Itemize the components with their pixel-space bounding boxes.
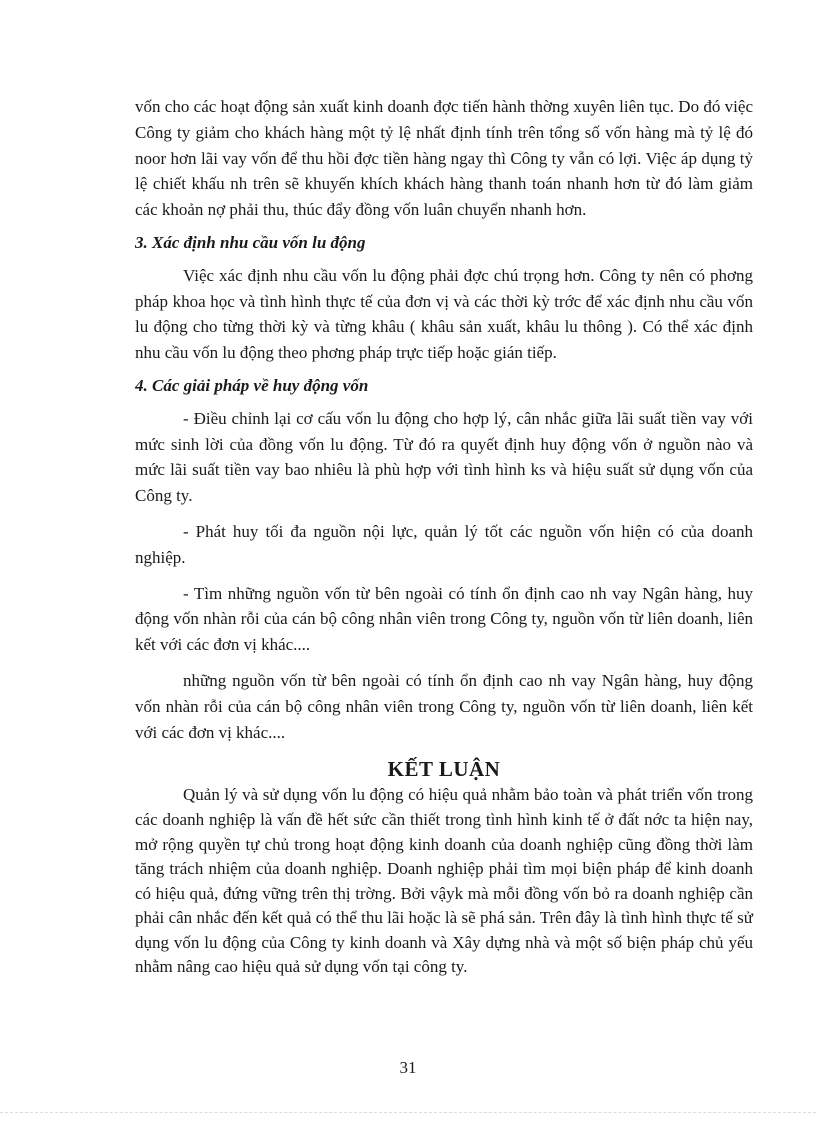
- page-content: [135, 94, 753, 980]
- section-4-item-3: - Tìm những nguồn vốn từ bên ngoài có tính ổn định cao nh vay Ngân hàng, huy động vốn nhàn rỗi của cán bộ công nhân viên trong Công ty, nguồn vốn từ liên doanh, liên kết với các đơn vị khác....: [135, 583, 753, 655]
- section-4-item-2: - Phát huy tối đa nguồn nội lực, quản lý tốt các nguồn vốn hiện có của doanh nghiệp.: [135, 521, 753, 567]
- section-3-body: Việc xác định nhu cầu vốn lu động phải đợc chú trọng hơn. Công ty nên có phơng pháp khoa học và tình hình thực tế của đơn vị và các thời kỳ trớc để xác định nhu cầu vốn lu động cho từng thời kỳ và từng khâu ( khâu sản xuất, khâu lu thông ). Có thể xác định nhu cầu vốn lu động theo phơng pháp trực tiếp hoặc gián tiếp.: [135, 265, 753, 363]
- section-4-heading: 4. Các giải pháp về huy động vốn: [135, 375, 369, 395]
- conclusion-title: KẾT LUẬN: [387, 757, 501, 782]
- section-3-heading: 3. Xác định nhu cầu vốn lu động: [135, 232, 366, 252]
- page-number: 31: [399, 1058, 417, 1077]
- conclusion-body: Quản lý và sử dụng vốn lu động có hiệu quả nhằm bảo toàn và phát triển vốn trong các doanh nghiệp là vấn đề hết sức cần thiết trong tình hình kinh tế ở đất nớc ta hiện nay, mở rộng quyền tự chủ trong hoạt động kinh doanh của doanh nghiệp cũng đồng thời làm tăng trách nhiệm của doanh nghiệp. Doanh nghiệp phải tìm mọi biện pháp để kinh doanh có hiệu quả, đứng vững trên thị trờng. Bởi vậyk mà mỗi đồng vốn bỏ ra doanh nghiệp cần phải cân nhắc đến kết quả có thể thu lãi hoặc là sẽ phá sản. Trên đây là tình hình thực tế sử dụng vốn lu động của Công ty kinh doanh và Xây dựng nhà và một số biện pháp chủ yếu nhằm nâng cao hiệu quả sử dụng vốn tại công ty.: [135, 785, 753, 977]
- page-bottom-divider: [0, 1112, 816, 1113]
- section-4-item-1: - Điều chỉnh lại cơ cấu vốn lu động cho hợp lý, cân nhắc giữa lãi suất tiền vay với mức sinh lời của đồng vốn lu động. Từ đó ra quyết định huy động vốn ở nguồn nào và mức lãi suất tiền vay bao nhiêu là phù hợp với tình hình ks và hiệu suất sử dụng vốn của Công ty.: [135, 408, 753, 506]
- section-4-item-4: những nguồn vốn từ bên ngoài có tính ổn định cao nh vay Ngân hàng, huy động vốn nhàn rỗi của cán bộ công nhân viên trong Công ty, nguồn vốn từ liên doanh, liên kết với các đơn vị khác....: [135, 670, 753, 742]
- intro-paragraph: vốn cho các hoạt động sản xuất kinh doanh đợc tiến hành thờng xuyên liên tục. Do đó việc Công ty giảm cho khách hàng một tỷ lệ nhất định tính trên tổng số vốn hàng mà tỷ lệ đó noor hơn lãi vay vốn để thu hồi đợc tiền hàng ngay thì Công ty vẫn có lợi. Việc áp dụng tỷ lệ chiết khấu nh trên sẽ khuyến khích khách hàng thanh toán nhanh hơn từ đó làm giảm các khoản nợ phải thu, thúc đẩy đồng vốn luân chuyển nhanh hơn.: [135, 97, 753, 220]
